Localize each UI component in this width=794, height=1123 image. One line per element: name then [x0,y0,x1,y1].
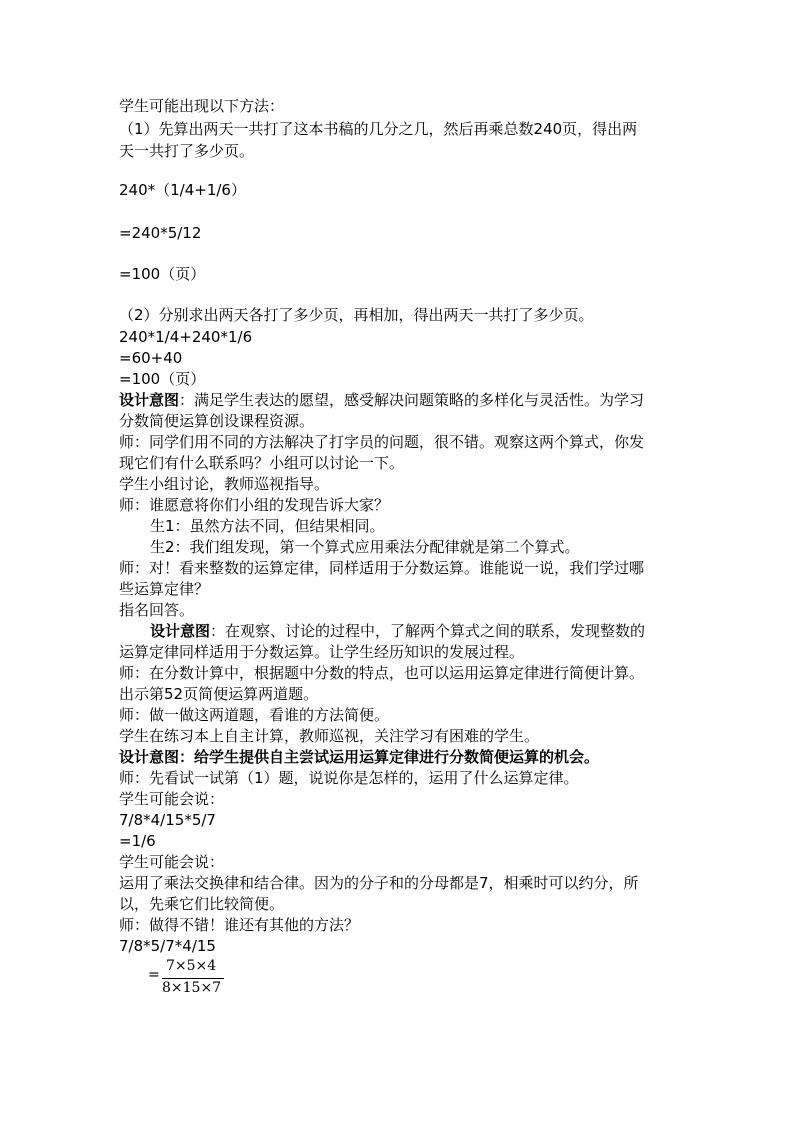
text-line: 指名回答。 [119,601,195,619]
design-intent-text: ：在观察、讨论的过程中，了解两个算式之间的联系，发现整数的 [210,622,646,640]
formula-line: 7/8*4/15*5/7 [119,811,216,829]
fraction-numerator: 7×5×4 [166,958,217,974]
text-line: 运算定律同样适用于分数运算。让学生经历知识的发展过程。 [119,643,525,661]
text-line: 现它们有什么联系吗？小组可以讨论一下。 [119,454,405,472]
text-line: 学生可能会说： [119,790,225,808]
text-line: 学生小组讨论，教师巡视指导。 [119,475,330,493]
design-intent-label: 设计意图 [119,391,180,409]
student-reply-line: 生2：我们组发现，第一个算式应用乘法分配律就是第二个算式。 [150,538,580,556]
formula-line: 240*1/4+240*1/6 [119,328,253,346]
text-line: 师：对！看来整数的运算定律，同样适用于分数运算。谁能说一说，我们学过哪 [119,559,645,577]
text-line: 师：谁愿意将你们小组的发现告诉大家？ [119,496,390,514]
text-line: 学生在练习本上自主计算，教师巡视，关注学习有困难的学生。 [119,727,540,745]
design-intent-text: ：满足学生表达的愿望，感受解决问题策略的多样化与灵活性。为学习 [179,391,645,409]
design-intent-label: 设计意图：给学生提供自主尝试运用运算定律进行分数简便运算的机会。 [119,748,600,766]
formula-line: 7/8*5/7*4/15 [119,937,216,955]
text-line: 些运算定律？ [119,580,210,598]
formula-line: 240*（1/4+1/6） [119,181,246,199]
fraction-bar [162,978,224,979]
text-line: 师：做一做这两道题，看谁的方法简便。 [119,706,390,724]
formula-line: =100（页） [119,265,206,283]
text-line: 师：做得不错！谁还有其他的方法？ [119,916,360,934]
formula-line: =1/6 [119,832,156,850]
text-line: 分数简便运算创设课程资源。 [119,412,315,430]
text-line: 天一共打了多少页。 [119,142,255,160]
equals-sign: = [148,967,160,983]
design-intent-line [119,390,644,410]
formula-line: =60+40 [119,349,183,367]
fraction-denominator: 8×15×7 [162,980,222,996]
formula-line: =100（页） [119,370,206,388]
text-line: 师：先看试一试第（1）题，说说你是怎样的，运用了什么运算定律。 [119,769,579,787]
text-line: 学生可能会说： [119,853,225,871]
design-intent-line [119,747,599,767]
formula-line: =240*5/12 [119,224,202,242]
text-line: 师：同学们用不同的方法解决了打字员的问题，很不错。观察这两个算式，你发 [119,433,645,451]
text-line: （2）分别求出两天各打了多少页，再相加，得出两天一共打了多少页。 [119,306,594,324]
text-line: 学生可能出现以下方法： [119,97,285,115]
text-line: （1）先算出两天一共打了这本书稿的几分之几，然后再乘总数240页，得出两 [119,120,638,138]
student-reply-line: 生1：虽然方法不同，但结果相同。 [150,517,385,535]
design-intent-line [150,621,645,641]
text-line: 出示第52页简便运算两道题。 [119,685,319,703]
text-line: 以，先乘它们比较简便。 [119,895,285,913]
text-line: 运用了乘法交换律和结合律。因为的分子和的分母都是7，相乘时可以约分，所 [119,874,639,892]
design-intent-label: 设计意图 [150,622,211,640]
text-line: 师：在分数计算中，根据题中分数的特点，也可以运用运算定律进行简便计算。 [119,664,645,682]
